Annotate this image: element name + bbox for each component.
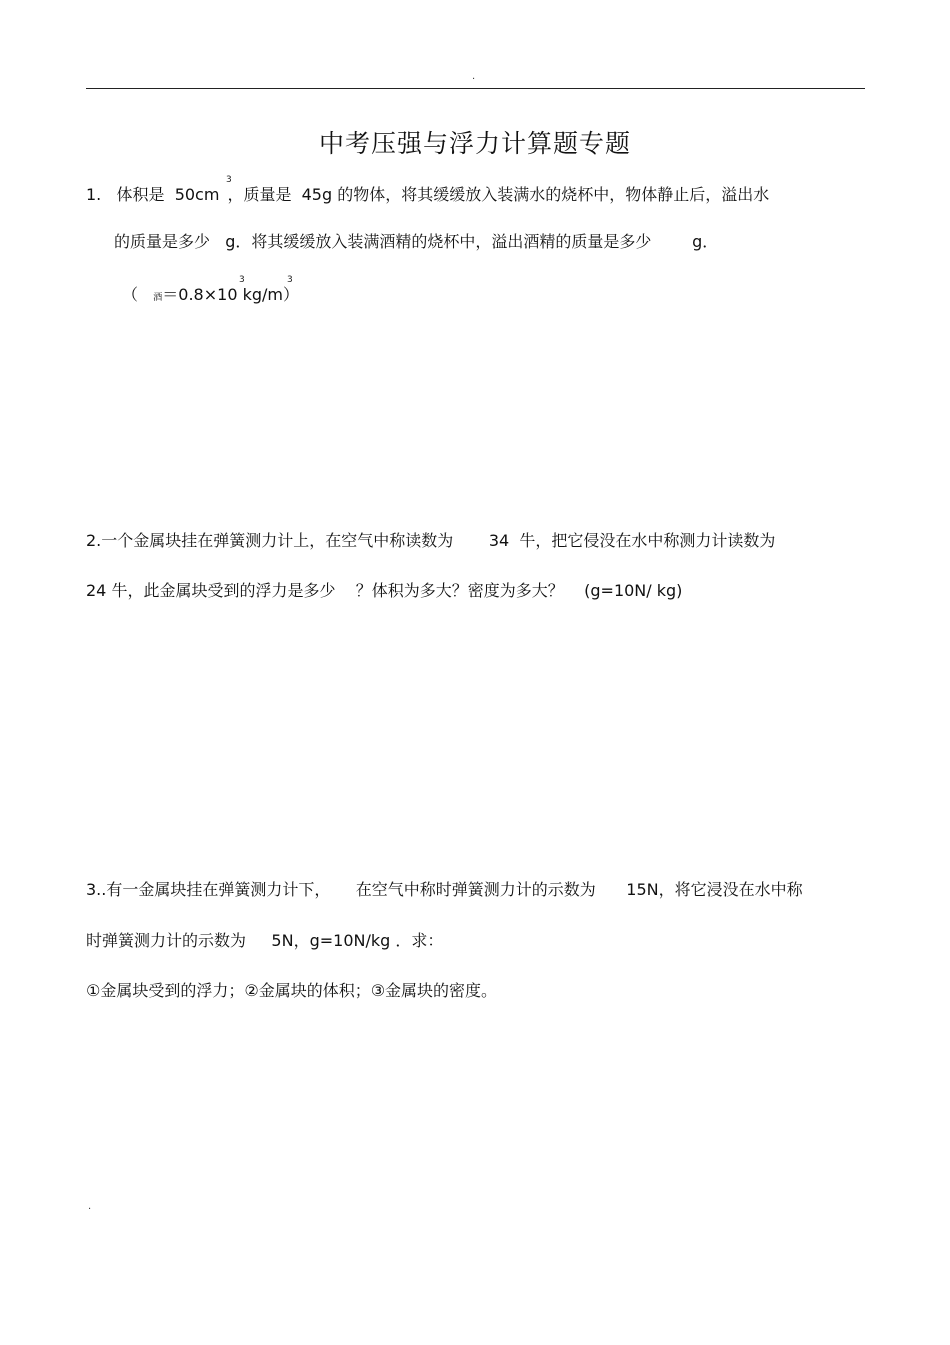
- question-3-line-2: 时弹簧测力计的示数为 5N，g=10N/kg ．求：: [86, 931, 444, 950]
- question-3-line-1: 3..有一金属块挂在弹簧测力计下， 在空气中称时弹簧测力计的示数为 15N，将它浸没在水中称: [86, 880, 803, 899]
- question-1-line-1: [86, 183, 769, 207]
- paren-open: （: [122, 285, 154, 304]
- question-2-line-2: 24 牛，此金属块受到的浮力是多少 ？体积为多大？密度为多大？ (g=10N/ kg): [86, 581, 683, 600]
- header-mark: .: [472, 71, 476, 82]
- question-1-density-note: [122, 283, 299, 310]
- density-value: ＝0.8×10: [162, 285, 238, 304]
- question-3-line-3: ①金属块受到的浮力；②金属块的体积；③金属块的密度。: [86, 981, 498, 1000]
- question-1-volume-exponent: 3: [226, 175, 232, 185]
- question-2-line-1: 2.一个金属块挂在弹簧测力计上，在空气中称读数为 34 牛，把它侵没在水中称测力计读数为: [86, 531, 776, 550]
- page-title: 中考压强与浮力计算题专题: [318, 129, 631, 158]
- header-rule: [86, 88, 865, 89]
- paren-close: ）: [282, 285, 299, 304]
- density-exponent: 3: [239, 275, 245, 285]
- alcohol-subscript: 酒: [153, 293, 163, 303]
- unit-exponent: 3: [287, 275, 293, 285]
- question-1-line-2: 的质量是多少 g．将其缓缓放入装满酒精的烧杯中，溢出酒精的质量是多少 g．: [114, 232, 719, 251]
- question-1-text-a: 1. 体积是 50cm: [86, 185, 220, 204]
- density-unit: kg/m: [237, 285, 283, 304]
- footer-mark: .: [88, 1201, 92, 1212]
- question-1-text-b: ，质量是 45g 的物体，将其缓缓放入装满水的烧杯中，物体静止后，溢出水: [227, 185, 770, 204]
